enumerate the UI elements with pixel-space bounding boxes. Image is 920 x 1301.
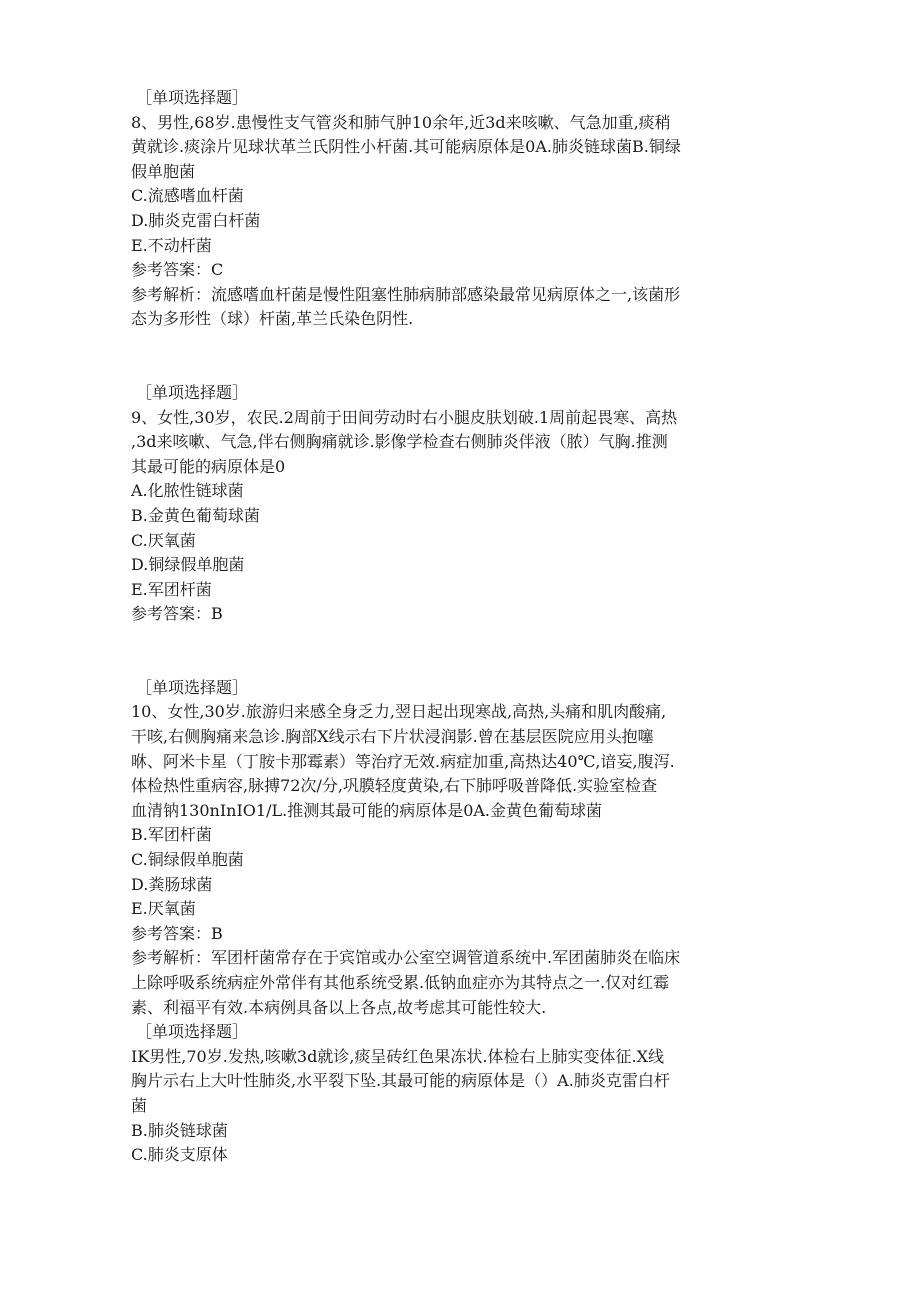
question-stem-line: 9、女性,30岁，农民.2周前于田间劳动时右小腿皮肤划破.1周前起畏寒、高热 xyxy=(131,407,678,427)
question-type-tag: ［单项选择题］ xyxy=(136,677,249,697)
reference-analysis-line: 参考解析：流感嗜血杆菌是慢性阻塞性肺病肺部感染最常见病原体之一,该菌形 xyxy=(131,284,681,304)
reference-analysis-line: 素、利福平有效.本病例具备以上各点,故考虑其可能性较大. xyxy=(131,997,547,1017)
option-a: A.化脓性链球菌 xyxy=(131,481,244,501)
option-d: D.铜绿假单胞菌 xyxy=(131,555,245,575)
reference-answer: 参考答案：B xyxy=(131,604,223,624)
option-b: B.肺炎链球菌 xyxy=(131,1120,228,1140)
question-stem-line: 黄就诊.痰涂片见球状革兰氏阴性小杆菌.其可能病原体是0A.肺炎链球菌B.铜绿 xyxy=(131,137,681,157)
question-10 xyxy=(131,676,781,1020)
document-page xyxy=(131,86,781,1168)
reference-analysis-line: 参考解析：军团杆菌常存在于宾馆或办公室空调管道系统中.军团菌肺炎在临床 xyxy=(131,948,681,968)
option-b: B.军团杆菌 xyxy=(131,825,212,845)
question-stem-line: 干咳,右侧胸痛来急诊.胸部X线示右下片状浸润影.曾在基层医院应用头抱噻 xyxy=(131,727,654,747)
option-b: B.金黄色葡萄球菌 xyxy=(131,505,260,525)
question-type-tag: ［单项选择题］ xyxy=(136,1022,249,1042)
question-stem-line: IK男性,70岁.发热,咳嗽3d就诊,痰呈砖红色果冻状.体检右上肺实变体征.X线 xyxy=(131,1046,664,1066)
question-stem-line: 假单胞菌 xyxy=(131,161,196,181)
question-8 xyxy=(131,86,781,332)
option-d: D.粪肠球菌 xyxy=(131,874,213,894)
question-stem-line: 胸片示右上大叶性肺炎,水平裂下坠.其最可能的病原体是（）A.肺炎克雷白杆 xyxy=(131,1071,670,1091)
question-stem-line: 咻、阿米卡星（丁胺卡那霉素）等治疗无效.病症加重,高热达40℃,谙妄,腹泻. xyxy=(131,751,675,771)
question-stem-line: 10、女性,30岁.旅游归来感全身乏力,翌日起出现寒战,高热,头痛和肌肉酸痛, xyxy=(131,702,667,722)
spacer xyxy=(131,627,781,676)
question-stem-line: 菌 xyxy=(131,1095,148,1115)
option-c: C.肺炎支原体 xyxy=(131,1145,228,1165)
question-type-tag: ［单项选择题］ xyxy=(136,88,249,107)
question-11 xyxy=(131,1020,781,1168)
question-stem-line: 8、男性,68岁.患慢性支气管炎和肺气肿10余年,近3d来咳嗽、气急加重,痰稍 xyxy=(131,112,671,132)
option-c: C.流感嗜血杆菌 xyxy=(131,186,244,206)
question-stem-line: 体检热性重病容,脉搏72次/分,巩膜轻度黄染,右下肺呼吸普降低.实验室检查 xyxy=(131,776,658,796)
question-stem-line: ,3d来咳嗽、气急,伴右侧胸痛就诊.影像学检查右侧肺炎伴液（脓）气胸.推测 xyxy=(131,432,668,452)
question-type-tag: ［单项选择题］ xyxy=(136,382,249,402)
option-c: C.厌氧菌 xyxy=(131,530,196,550)
reference-analysis-line: 上除呼吸系统病症外常伴有其他系统受累.低钠血症亦为其特点之一.仅对红霉 xyxy=(131,973,670,992)
question-9 xyxy=(131,381,781,627)
option-c: C.铜绿假单胞菌 xyxy=(131,850,244,870)
option-d: D.肺炎克雷白杆菌 xyxy=(131,210,261,230)
reference-analysis-line: 态为多形性（球）杆菌,革兰氏染色阴性. xyxy=(131,309,414,329)
question-stem-line: 血清钠130nInIO1/L.推测其最可能的病原体是0A.金黄色葡萄球菌 xyxy=(131,800,603,820)
reference-answer: 参考答案：C xyxy=(131,260,224,280)
question-stem-line: 其最可能的病原体是0 xyxy=(131,456,286,476)
option-e: E.军团杆菌 xyxy=(131,579,212,599)
option-e: E.不动杆菌 xyxy=(131,235,212,255)
spacer xyxy=(131,332,781,381)
option-e: E.厌氧菌 xyxy=(131,899,196,919)
reference-answer: 参考答案：B xyxy=(131,923,223,943)
